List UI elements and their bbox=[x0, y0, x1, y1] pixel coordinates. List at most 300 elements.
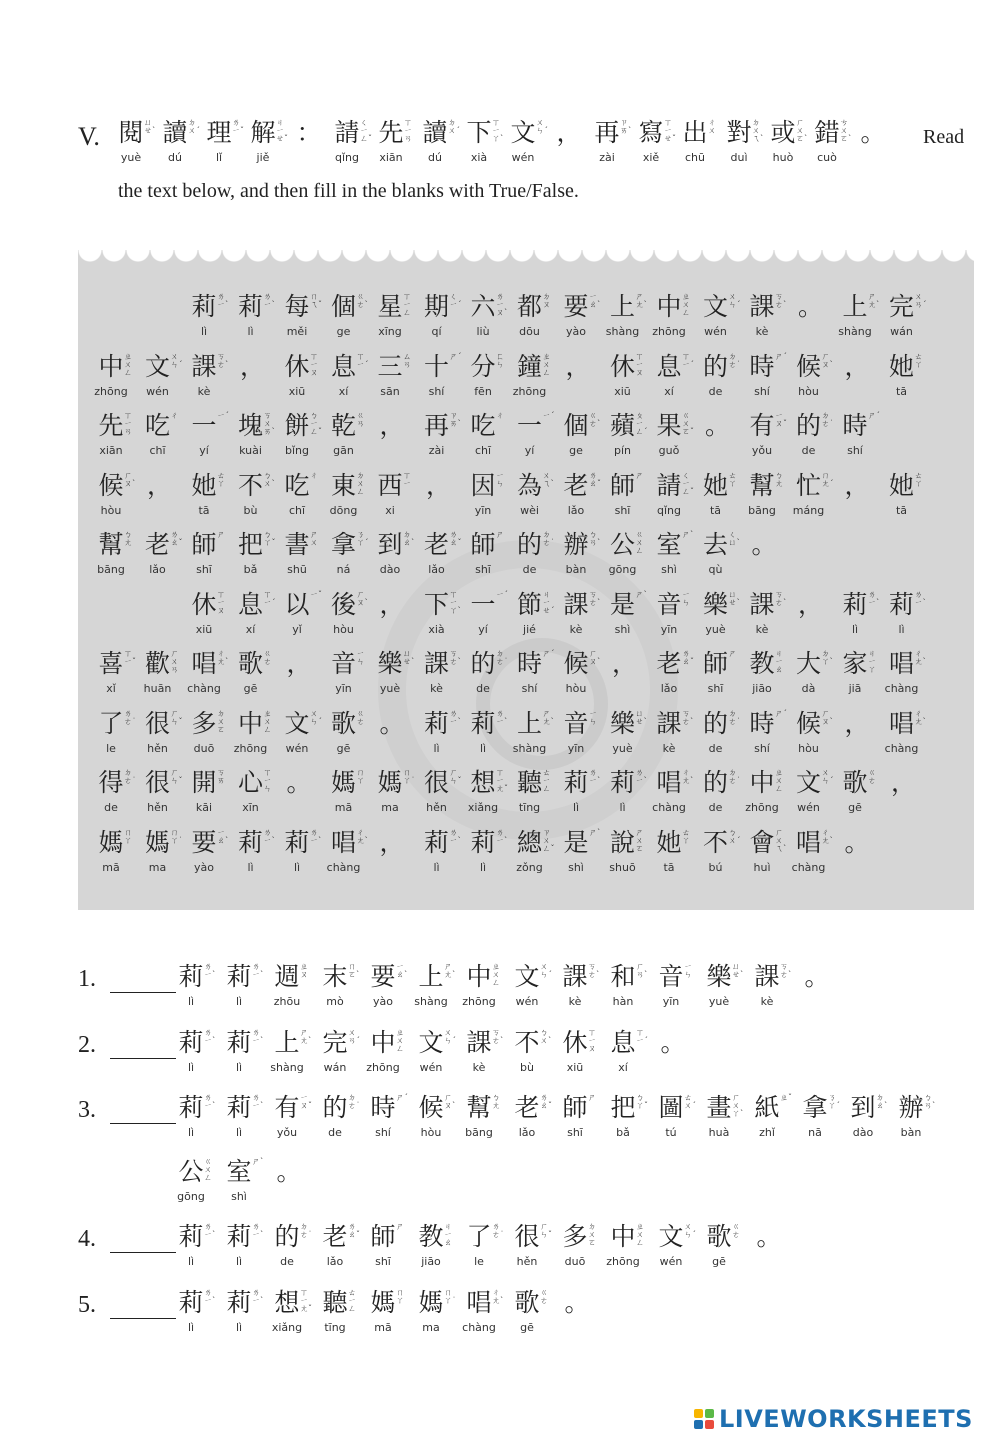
pinyin: shí bbox=[754, 741, 770, 755]
answer-blank[interactable] bbox=[110, 992, 176, 993]
hanzi: 或 bbox=[770, 118, 796, 147]
hanzi: 辦 bbox=[563, 530, 589, 559]
hanzi: 蘋 bbox=[609, 411, 635, 440]
hanzi: 她 bbox=[191, 470, 217, 500]
pinyin: dōu bbox=[519, 325, 540, 338]
pinyin: tā bbox=[663, 860, 675, 874]
pinyin: zhǐ bbox=[759, 1126, 775, 1139]
hanzi: 唱 bbox=[191, 649, 217, 678]
hanzi: 音 bbox=[658, 962, 684, 991]
zhuyin: ㄉㄨㄥ bbox=[356, 470, 365, 496]
pinyin: ná bbox=[336, 563, 351, 576]
zhuyin: ㄕ bbox=[496, 530, 504, 539]
pinyin: shī bbox=[475, 563, 491, 576]
zhuyin: ㄗㄨㄥˇ bbox=[542, 827, 555, 853]
hanzi: 不 bbox=[702, 827, 728, 857]
zhuyin: ㄌㄧˋ bbox=[589, 768, 601, 785]
hanzi: 中 bbox=[656, 292, 682, 321]
hanzi: 師 bbox=[702, 649, 728, 678]
hanzi: 乾 bbox=[330, 411, 356, 440]
hanzi: 的 bbox=[702, 768, 728, 797]
hanzi: 莉 bbox=[178, 962, 204, 991]
hanzi: 莉 bbox=[226, 1222, 252, 1251]
answer-blank[interactable] bbox=[110, 1318, 176, 1319]
zhuyin: ㄉㄨㄛ bbox=[217, 708, 225, 734]
pinyin: zhōng bbox=[233, 741, 268, 755]
zhuyin: ㄌㄠˇ bbox=[682, 649, 694, 666]
hanzi: 休 bbox=[191, 589, 217, 619]
pinyin: qǐng bbox=[657, 503, 681, 517]
pinyin: mā bbox=[374, 1321, 392, 1334]
hanzi: 莉 bbox=[888, 589, 914, 619]
zhuyin: ㄅㄢˋ bbox=[924, 1093, 936, 1110]
zhuyin: ㄕ bbox=[396, 1222, 404, 1231]
zhuyin: ㄩㄝˋ bbox=[635, 708, 648, 726]
zhuyin: ㄉㄜ˙ bbox=[728, 351, 741, 369]
zhuyin: ㄌㄧˋ bbox=[204, 1028, 216, 1045]
zhuyin: ㄊㄧㄥ bbox=[348, 1288, 356, 1313]
zhuyin: ㄍㄜ bbox=[263, 649, 272, 666]
pinyin: xǐ bbox=[106, 682, 116, 695]
passage-line bbox=[98, 292, 958, 344]
zhuyin: ㄅㄚˇ bbox=[263, 530, 276, 547]
pinyin: shàng bbox=[838, 325, 872, 338]
zhuyin: ㄨㄣˊ bbox=[444, 1028, 456, 1045]
hanzi: ， bbox=[844, 708, 870, 738]
pinyin: shàng bbox=[512, 741, 547, 755]
pinyin: jiā bbox=[848, 682, 862, 695]
pinyin: chàng bbox=[187, 682, 221, 695]
ruby-character bbox=[250, 118, 298, 170]
hanzi: ， bbox=[844, 351, 870, 381]
pinyin: shì bbox=[568, 860, 584, 874]
zhuyin: ㄒㄧˊ bbox=[682, 351, 694, 369]
hanzi: 時 bbox=[749, 708, 775, 738]
hanzi: 她 bbox=[888, 351, 914, 381]
pinyin: bāng bbox=[465, 1126, 493, 1139]
zhuyin: ㄧㄠˋ bbox=[589, 292, 601, 309]
hanzi: 課 bbox=[191, 351, 217, 381]
pinyin: hěn bbox=[147, 741, 168, 755]
zhuyin: ㄊㄚ bbox=[914, 351, 923, 369]
zhuyin: ㄌㄧˋ bbox=[252, 962, 264, 979]
hanzi: 課 bbox=[423, 649, 449, 678]
punctuation bbox=[889, 768, 937, 820]
zhuyin: ㄇㄚ˙ bbox=[170, 827, 183, 845]
hanzi: 閱 bbox=[118, 118, 144, 147]
zhuyin: ㄨㄢˊ bbox=[914, 292, 927, 309]
zhuyin: ㄧㄣ bbox=[356, 649, 365, 666]
pinyin: wén bbox=[704, 325, 727, 338]
zhuyin: ㄉㄨˊ bbox=[448, 118, 460, 135]
hanzi: 幫 bbox=[98, 530, 124, 559]
zhuyin: ㄓㄨㄥ bbox=[396, 1028, 404, 1053]
pinyin: chàng bbox=[791, 860, 826, 874]
hanzi: 莉 bbox=[423, 708, 449, 738]
zhuyin: ㄓㄨㄥ bbox=[775, 768, 783, 793]
pinyin: wén bbox=[146, 384, 169, 398]
pinyin: shí bbox=[754, 384, 770, 398]
pinyin: shí bbox=[375, 1126, 391, 1139]
hanzi: 開 bbox=[191, 768, 217, 797]
hanzi: 她 bbox=[888, 470, 914, 500]
hanzi: 課 bbox=[466, 1028, 492, 1057]
pinyin: xīng bbox=[378, 325, 402, 338]
hanzi: 上 bbox=[418, 962, 444, 991]
hanzi: 。 bbox=[844, 827, 870, 857]
hanzi: 吃 bbox=[284, 470, 310, 500]
hanzi: 會 bbox=[749, 827, 775, 857]
zhuyin: ㄨㄣˊ bbox=[310, 708, 322, 726]
ruby-character bbox=[796, 709, 844, 761]
hanzi: 西 bbox=[377, 470, 403, 500]
hanzi: 中 bbox=[237, 708, 263, 738]
ruby-character bbox=[884, 708, 937, 761]
hanzi: 歌 bbox=[514, 1288, 540, 1317]
hanzi: 分 bbox=[470, 351, 496, 381]
zhuyin: ㄅㄢˋ bbox=[589, 530, 601, 547]
hanzi: 再 bbox=[423, 411, 449, 440]
pinyin: lì bbox=[851, 622, 859, 636]
hanzi: 老 bbox=[144, 530, 170, 559]
zhuyin: ㄩㄝˋ bbox=[403, 649, 415, 666]
zhuyin: ㄗㄞˋ bbox=[449, 411, 462, 428]
hanzi: 三 bbox=[377, 351, 403, 381]
punctuation bbox=[802, 962, 850, 1014]
pinyin: wán bbox=[323, 1061, 347, 1074]
hanzi: 。 bbox=[804, 962, 830, 991]
zhuyin: ㄋㄚˊ bbox=[356, 530, 369, 547]
zhuyin: ㄅㄧㄥˇ bbox=[310, 411, 322, 436]
hanzi: ， bbox=[146, 470, 172, 500]
hanzi: 去 bbox=[702, 530, 728, 559]
punctuation bbox=[749, 530, 797, 582]
hanzi: 都 bbox=[516, 292, 542, 321]
zhuyin: ㄕˊ bbox=[396, 1093, 408, 1102]
hanzi: 書 bbox=[284, 530, 310, 559]
zhuyin: ㄉㄨˊ bbox=[188, 118, 200, 135]
hanzi: 時 bbox=[842, 411, 868, 440]
hanzi: 星 bbox=[377, 292, 403, 321]
zhuyin: ㄔ bbox=[170, 411, 179, 420]
hanzi: 師 bbox=[191, 530, 217, 559]
pinyin: yuè bbox=[120, 151, 142, 164]
hanzi: 文 bbox=[658, 1222, 684, 1251]
pinyin: ge bbox=[336, 325, 351, 338]
pinyin: lì bbox=[433, 860, 440, 874]
pinyin: dú bbox=[168, 151, 182, 164]
ruby-character bbox=[889, 292, 937, 344]
zhuyin: ㄎㄜˋ bbox=[682, 708, 694, 726]
hanzi: 餅 bbox=[284, 411, 310, 440]
hanzi: 末 bbox=[322, 962, 348, 991]
pinyin: xiǎng bbox=[271, 1321, 303, 1334]
hanzi: 上 bbox=[842, 292, 868, 321]
pinyin: zhōu bbox=[273, 995, 301, 1008]
hanzi: 休 bbox=[284, 351, 310, 381]
zhuyin: ㄌㄧˋ bbox=[914, 589, 927, 607]
zhuyin: ㄉㄚˋ bbox=[821, 649, 834, 666]
hanzi: 課 bbox=[656, 708, 682, 738]
zhuyin: ㄇㄚ bbox=[396, 1288, 404, 1305]
hanzi: ， bbox=[239, 351, 265, 381]
zhuyin: ㄒㄧˊ bbox=[263, 589, 276, 607]
hanzi: 公 bbox=[178, 1157, 204, 1186]
pinyin: nā bbox=[808, 1126, 822, 1139]
pinyin: bāng bbox=[97, 563, 125, 576]
pinyin: hàn bbox=[612, 995, 634, 1008]
zhuyin: ㄍㄢ bbox=[356, 411, 365, 428]
hanzi: 讀 bbox=[422, 118, 448, 147]
ruby-character bbox=[792, 470, 844, 523]
hanzi: 很 bbox=[514, 1222, 540, 1251]
zhuyin: ㄕㄤˋ bbox=[444, 962, 456, 979]
pinyin: de bbox=[522, 563, 537, 576]
pinyin: lì bbox=[433, 741, 440, 755]
hanzi: 媽 bbox=[330, 768, 356, 797]
pinyin: ma bbox=[148, 860, 167, 874]
pinyin: hěn bbox=[147, 801, 168, 814]
pinyin: chī bbox=[474, 444, 492, 457]
hanzi: 課 bbox=[749, 292, 775, 321]
pinyin: měi bbox=[286, 325, 308, 338]
pinyin: yuè bbox=[705, 622, 726, 636]
zhuyin: ㄉㄜ˙ bbox=[821, 411, 834, 428]
pinyin: ma bbox=[422, 1321, 440, 1334]
zhuyin: ㄕˋ bbox=[682, 530, 694, 539]
zhuyin: ㄌㄧˋ bbox=[204, 962, 216, 979]
hanzi: 塊 bbox=[237, 411, 263, 440]
pinyin: xí bbox=[618, 1061, 628, 1074]
zhuyin: ㄌㄧˋ bbox=[449, 827, 462, 845]
punctuation bbox=[274, 1157, 322, 1209]
zhuyin: ㄌㄧˋ bbox=[252, 1288, 264, 1305]
pinyin: wén bbox=[285, 741, 309, 755]
zhuyin: ㄎㄜˋ bbox=[780, 962, 792, 979]
zhuyin: ㄌㄧˋ bbox=[204, 1222, 216, 1239]
pinyin: bú bbox=[708, 860, 723, 874]
zhuyin: ㄨㄣˊ bbox=[540, 962, 552, 979]
ruby-character bbox=[191, 352, 239, 404]
zhuyin: ㄏㄨㄢ bbox=[170, 649, 179, 674]
hanzi: 每 bbox=[284, 292, 310, 321]
zhuyin: ㄌㄧˋ bbox=[263, 292, 276, 309]
hanzi: 樂 bbox=[609, 708, 635, 738]
hanzi: 莉 bbox=[470, 708, 496, 738]
hanzi: 歌 bbox=[330, 708, 356, 738]
hanzi: 畫 bbox=[706, 1093, 732, 1122]
question-text bbox=[178, 1222, 958, 1274]
hanzi: 一 bbox=[470, 589, 496, 619]
zhuyin: ㄍㄜ bbox=[356, 708, 365, 726]
zhuyin: ㄧˊ bbox=[542, 411, 555, 420]
zhuyin: ㄓˇ bbox=[780, 1093, 792, 1102]
pinyin: lì bbox=[898, 622, 905, 636]
zhuyin: ㄔ bbox=[496, 411, 504, 420]
section-number: V. bbox=[78, 122, 100, 151]
hanzi: 到 bbox=[850, 1093, 876, 1122]
zhuyin: ㄧㄣ bbox=[589, 708, 597, 726]
pinyin: gē bbox=[243, 682, 258, 695]
zhuyin: ㄅㄤ bbox=[775, 470, 783, 488]
pinyin: tīng bbox=[518, 801, 541, 814]
hanzi: 吃 bbox=[470, 411, 496, 440]
hanzi: 息 bbox=[237, 589, 263, 619]
zhuyin: ㄔㄨ bbox=[708, 118, 716, 135]
hanzi: 音 bbox=[656, 589, 682, 619]
hanzi: 要 bbox=[191, 827, 217, 857]
zhuyin: ㄑㄧㄥˇ bbox=[360, 118, 372, 143]
hanzi: 請 bbox=[656, 470, 682, 500]
answer-blank[interactable] bbox=[110, 1123, 176, 1124]
zhuyin: ㄌㄧˋ bbox=[217, 292, 229, 309]
zhuyin: ㄏㄣˇ bbox=[170, 768, 183, 785]
answer-blank[interactable] bbox=[110, 1252, 176, 1253]
pinyin: xiū bbox=[566, 1061, 584, 1074]
zhuyin: ㄉㄜ˙ bbox=[496, 649, 508, 666]
section-heading bbox=[78, 118, 978, 170]
zhuyin: ㄏㄡˋ bbox=[444, 1093, 456, 1110]
zhuyin: ㄕˊ bbox=[449, 351, 462, 361]
ruby-character bbox=[842, 768, 890, 820]
hanzi: 休 bbox=[562, 1028, 588, 1057]
hanzi: 休 bbox=[609, 351, 635, 381]
ruby-character bbox=[814, 118, 862, 170]
zhuyin: ㄨㄣˊ bbox=[728, 292, 741, 309]
zhuyin: ㄏㄨㄚˋ bbox=[732, 1093, 744, 1118]
pinyin: wén bbox=[511, 151, 535, 164]
hanzi: 文 bbox=[144, 351, 170, 381]
passage-line bbox=[98, 530, 958, 582]
hanzi: 文 bbox=[702, 292, 728, 321]
zhuyin: ㄌㄧㄡˋ bbox=[496, 292, 508, 317]
pinyin: yào bbox=[194, 860, 214, 874]
hanzi: 有 bbox=[749, 411, 775, 440]
hanzi: 課 bbox=[754, 962, 780, 991]
zhuyin: ㄧㄣ bbox=[682, 589, 690, 607]
punctuation bbox=[754, 1222, 802, 1274]
zhuyin: ㄌㄧˋ bbox=[252, 1222, 264, 1239]
pinyin: yīn bbox=[335, 682, 352, 695]
pinyin: wén bbox=[659, 1255, 683, 1268]
pinyin: yí bbox=[524, 444, 535, 457]
zhuyin: ㄏㄡˋ bbox=[356, 589, 369, 607]
pinyin: gē bbox=[336, 741, 351, 755]
pinyin: lì bbox=[572, 801, 580, 814]
pinyin: kè bbox=[755, 325, 769, 338]
question-text bbox=[178, 1157, 958, 1209]
hanzi: 。 bbox=[704, 411, 730, 440]
zhuyin: ㄍㄨㄥ bbox=[635, 530, 644, 555]
hanzi: 大 bbox=[795, 649, 821, 678]
hanzi: 候 bbox=[418, 1093, 444, 1122]
zhuyin: ㄍㄜ bbox=[732, 1222, 740, 1239]
hanzi: 對 bbox=[726, 118, 752, 147]
answer-blank[interactable] bbox=[110, 1058, 176, 1059]
hanzi: 的 bbox=[274, 1222, 300, 1251]
zhuyin: ㄅㄚˇ bbox=[636, 1093, 648, 1110]
zhuyin: ㄨㄟˋ bbox=[542, 470, 555, 488]
hanzi: 讀 bbox=[162, 118, 188, 147]
pinyin: kè bbox=[430, 682, 443, 695]
hanzi: 。 bbox=[860, 118, 886, 147]
hanzi: 解 bbox=[250, 118, 276, 147]
pinyin: chàng bbox=[884, 741, 919, 755]
zhuyin: ㄓㄨㄥ bbox=[263, 708, 272, 734]
hanzi: 了 bbox=[466, 1222, 492, 1251]
zhuyin: ㄔㄤˋ bbox=[217, 649, 229, 666]
pinyin: bǎ bbox=[616, 1126, 630, 1139]
hanzi: 再 bbox=[594, 118, 620, 147]
hanzi: 了 bbox=[98, 708, 124, 738]
zhuyin: ㄏㄡˋ bbox=[589, 649, 601, 666]
hanzi: 室 bbox=[226, 1157, 252, 1186]
zhuyin: ㄒㄧˇ bbox=[124, 649, 136, 666]
pinyin: huì bbox=[753, 860, 771, 874]
pinyin: wán bbox=[890, 325, 913, 338]
zhuyin: ㄕ bbox=[728, 649, 737, 658]
zhuyin: ㄅㄨˋ bbox=[263, 470, 276, 488]
zhuyin: ㄇㄚ bbox=[124, 827, 132, 845]
hanzi: 歡 bbox=[144, 649, 170, 678]
pinyin: bāng bbox=[748, 503, 776, 517]
pinyin: de bbox=[104, 801, 118, 814]
pinyin: yīn bbox=[662, 995, 680, 1008]
hanzi: 。 bbox=[756, 1222, 782, 1251]
pinyin: de bbox=[708, 384, 723, 398]
hanzi: 媽 bbox=[144, 827, 170, 857]
zhuyin: ㄐㄧㄠ bbox=[444, 1222, 452, 1247]
pinyin: bǎ bbox=[243, 563, 258, 576]
zhuyin: ㄎㄜˋ bbox=[775, 589, 787, 607]
hanzi: 出 bbox=[682, 118, 708, 147]
pinyin: yīn bbox=[660, 622, 678, 636]
reading-passage-box bbox=[78, 250, 974, 910]
zhuyin: ㄅㄤ bbox=[492, 1093, 500, 1110]
hanzi: 理 bbox=[206, 118, 232, 147]
ruby-character bbox=[514, 1288, 562, 1340]
pinyin: xiū bbox=[614, 384, 631, 398]
zhuyin: ㄕˊ bbox=[868, 411, 880, 420]
zhuyin: ㄓㄨㄥ bbox=[636, 1222, 644, 1247]
zhuyin: ㄓㄡ bbox=[300, 962, 308, 979]
hanzi: 十 bbox=[423, 351, 449, 381]
ruby-character bbox=[98, 471, 146, 523]
hanzi: 個 bbox=[563, 411, 589, 440]
pinyin: xiān bbox=[379, 151, 403, 164]
zhuyin: ㄐㄧㄠ bbox=[775, 649, 783, 674]
pinyin: zài bbox=[428, 444, 445, 457]
pinyin: lì bbox=[187, 1126, 195, 1139]
hanzi: 樂 bbox=[702, 589, 728, 619]
zhuyin: ㄒㄧㄝˇ bbox=[664, 118, 676, 143]
pinyin: wén bbox=[515, 995, 539, 1008]
zhuyin: ㄎㄜˋ bbox=[775, 292, 787, 309]
logo-mark-icon bbox=[693, 1408, 715, 1430]
pinyin: shī bbox=[375, 1255, 391, 1268]
hanzi: 唱 bbox=[795, 827, 821, 857]
hanzi: 上 bbox=[609, 292, 635, 321]
hanzi: 課 bbox=[562, 962, 588, 991]
hanzi: 的 bbox=[470, 649, 496, 678]
pinyin: hòu bbox=[100, 503, 122, 517]
hanzi: 要 bbox=[370, 962, 396, 991]
ruby-character bbox=[238, 768, 286, 820]
hanzi: 課 bbox=[563, 589, 589, 619]
pinyin: huà bbox=[708, 1126, 730, 1139]
zhuyin: ㄒㄧㄡ bbox=[217, 589, 225, 615]
hanzi: 果 bbox=[656, 411, 682, 440]
